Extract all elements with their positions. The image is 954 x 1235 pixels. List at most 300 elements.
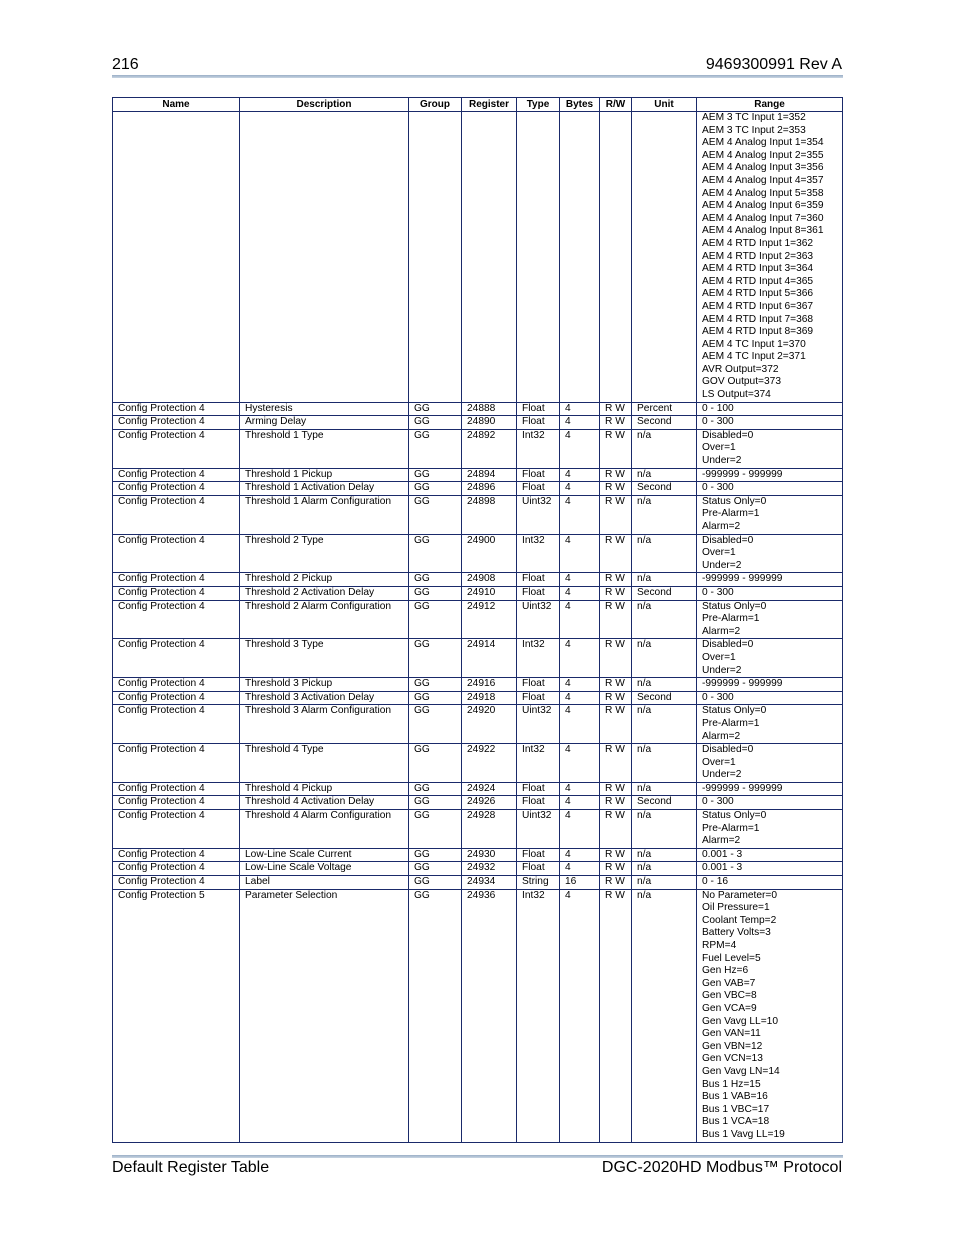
range-value: Over=1 [702,756,736,768]
cell-range [697,468,843,482]
cell-bytes: 4 [560,862,600,876]
range-value: Status Only=0 [702,495,767,507]
range-value: Over=1 [702,651,736,663]
cell-description: Arming Delay [240,416,409,430]
cell-range [697,796,843,810]
cell-type: String [517,876,560,890]
cell-type: Int32 [517,534,560,573]
cell-register: 24894 [462,468,517,482]
cell-name: Config Protection 4 [113,416,240,430]
cell-type: Float [517,586,560,600]
cell-range [697,889,843,1142]
column-header: Bytes [560,98,600,112]
cell-description: Threshold 2 Type [240,534,409,573]
table-row [113,586,843,600]
range-value: AEM 4 RTD Input 3=364 [702,263,814,275]
cell-rw: R W [600,495,632,534]
range-value: Over=1 [702,442,736,454]
range-value: AEM 4 RTD Input 8=369 [702,326,814,338]
range-value: AEM 4 RTD Input 7=368 [702,313,814,325]
cell-rw: R W [600,534,632,573]
cell-register: 24918 [462,691,517,705]
table-row [113,691,843,705]
cell-name: Config Protection 4 [113,600,240,639]
cell-description: Threshold 2 Activation Delay [240,586,409,600]
cell-description: Threshold 4 Type [240,744,409,783]
cell-rw: R W [600,482,632,496]
range-value: AEM 4 RTD Input 1=362 [702,237,814,249]
range-value: AEM 4 TC Input 2=371 [702,351,806,363]
range-value: Pre-Alarm=1 [702,822,760,834]
column-header: R/W [600,98,632,112]
range-value: 0 - 100 [702,402,734,414]
cell-unit: Second [632,416,697,430]
cell-unit: n/a [632,600,697,639]
cell-unit: n/a [632,889,697,1142]
cell-group: GG [409,810,462,849]
footer-section-title: Default Register Table [112,1159,270,1176]
table-body [113,112,843,1143]
range-value: AEM 4 RTD Input 2=363 [702,250,814,262]
cell-name: Config Protection 4 [113,691,240,705]
footer-document-title: DGC-2020HD Modbus™ Protocol [601,1159,842,1176]
cell-group [409,112,462,403]
table-row [113,848,843,862]
cell-description: Threshold 4 Activation Delay [240,796,409,810]
cell-rw: R W [600,705,632,744]
range-value: AVR Output=372 [702,363,779,375]
cell-unit: n/a [632,534,697,573]
cell-description: Threshold 3 Alarm Configuration [240,705,409,744]
cell-group: GG [409,744,462,783]
table-row [113,810,843,849]
range-value: AEM 4 Analog Input 1=354 [702,137,824,149]
table-row [113,402,843,416]
cell-rw: R W [600,600,632,639]
range-value: Gen VAN=11 [702,1028,761,1040]
cell-range [697,600,843,639]
cell-description: Threshold 2 Alarm Configuration [240,600,409,639]
range-value: RPM=4 [702,940,737,951]
range-value: Bus 1 Vavg LL=19 [702,1128,785,1140]
cell-rw: R W [600,876,632,890]
cell-range [697,876,843,890]
cell-register: 24930 [462,848,517,862]
range-value: AEM 4 Analog Input 2=355 [702,149,824,161]
range-value: Alarm=2 [702,625,741,637]
cell-unit: n/a [632,782,697,796]
range-value: Gen VCN=13 [702,1053,763,1065]
cell-bytes [560,112,600,403]
column-header: Unit [632,98,697,112]
table-row [113,429,843,468]
range-value: Under=2 [702,559,742,571]
cell-bytes: 4 [560,889,600,1142]
cell-group: GG [409,639,462,678]
range-value: Disabled=0 [702,744,754,756]
cell-unit: Percent [632,402,697,416]
cell-register: 24888 [462,402,517,416]
cell-name: Config Protection 4 [113,429,240,468]
cell-register: 24932 [462,862,517,876]
cell-unit: Second [632,586,697,600]
cell-description: Low-Line Scale Voltage [240,862,409,876]
cell-unit: n/a [632,848,697,862]
table-row [113,796,843,810]
cell-bytes: 4 [560,534,600,573]
cell-type: Float [517,782,560,796]
header-rule [112,75,843,78]
range-value: Bus 1 VBC=17 [702,1103,770,1115]
cell-type: Uint32 [517,600,560,639]
cell-unit: n/a [632,678,697,692]
cell-range [697,495,843,534]
cell-group: GG [409,796,462,810]
cell-register: 24900 [462,534,517,573]
cell-type: Uint32 [517,705,560,744]
cell-register: 24922 [462,744,517,783]
cell-type: Float [517,402,560,416]
cell-type: Float [517,862,560,876]
cell-range [697,691,843,705]
cell-range [697,862,843,876]
cell-type: Float [517,678,560,692]
cell-rw: R W [600,889,632,1142]
cell-register: 24916 [462,678,517,692]
cell-group: GG [409,691,462,705]
cell-group: GG [409,573,462,587]
cell-unit: n/a [632,495,697,534]
cell-type: Float [517,691,560,705]
range-value: Bus 1 VCA=18 [702,1116,770,1128]
range-value: -999999 - 999999 [702,678,783,690]
cell-type: Int32 [517,889,560,1142]
table-row [113,495,843,534]
cell-register: 24890 [462,416,517,430]
table-row [113,482,843,496]
range-value: Oil Pressure=1 [702,902,770,914]
table-row [113,534,843,573]
table-row [113,112,843,403]
cell-register: 24934 [462,876,517,890]
cell-name: Config Protection 4 [113,573,240,587]
range-value: Pre-Alarm=1 [702,717,760,729]
table-row [113,678,843,692]
cell-bytes: 4 [560,678,600,692]
cell-unit: n/a [632,744,697,783]
cell-rw: R W [600,848,632,862]
cell-register: 24910 [462,586,517,600]
cell-description: Low-Line Scale Current [240,848,409,862]
cell-register: 24926 [462,796,517,810]
range-value: 0 - 16 [702,876,729,888]
cell-range [697,848,843,862]
cell-range [697,782,843,796]
table-row [113,876,843,890]
cell-unit: n/a [632,862,697,876]
range-value: Gen VCA=9 [702,1002,757,1014]
cell-name: Config Protection 4 [113,862,240,876]
cell-rw: R W [600,429,632,468]
cell-name: Config Protection 4 [113,782,240,796]
cell-unit: n/a [632,876,697,890]
cell-rw: R W [600,782,632,796]
cell-description: Threshold 1 Pickup [240,468,409,482]
cell-bytes: 4 [560,586,600,600]
cell-unit: Second [632,482,697,496]
footer-rule [112,1155,843,1158]
table-row [113,600,843,639]
range-value: Battery Volts=3 [702,927,771,939]
range-value: LS Output=374 [702,389,771,401]
range-value: 0 - 300 [702,796,734,808]
cell-description: Threshold 4 Pickup [240,782,409,796]
cell-range [697,586,843,600]
range-value: 0 - 300 [702,586,734,598]
range-value: Fuel Level=5 [702,952,761,964]
range-value: Under=2 [702,455,742,467]
cell-range [697,678,843,692]
cell-type: Int32 [517,429,560,468]
cell-rw: R W [600,416,632,430]
table-row [113,705,843,744]
cell-range [697,705,843,744]
column-header: Type [517,98,560,112]
range-value: Bus 1 Hz=15 [702,1078,761,1090]
cell-unit: n/a [632,429,697,468]
cell-name: Config Protection 4 [113,534,240,573]
range-value: Under=2 [702,769,742,781]
cell-register: 24912 [462,600,517,639]
cell-group: GG [409,889,462,1142]
cell-group: GG [409,862,462,876]
range-value: Gen Hz=6 [702,965,749,977]
column-header: Range [697,98,843,112]
range-value: 0 - 300 [702,482,734,494]
range-value: -999999 - 999999 [702,573,783,585]
range-value: Status Only=0 [702,705,767,717]
range-value: AEM 4 Analog Input 5=358 [702,187,824,199]
column-header: Name [113,98,240,112]
range-value: AEM 3 TC Input 2=353 [702,124,806,136]
cell-rw: R W [600,862,632,876]
cell-description: Parameter Selection [240,889,409,1142]
cell-unit: n/a [632,705,697,744]
cell-name: Config Protection 5 [113,889,240,1142]
cell-type: Float [517,848,560,862]
cell-name: Config Protection 4 [113,495,240,534]
cell-description: Threshold 1 Alarm Configuration [240,495,409,534]
cell-bytes: 4 [560,705,600,744]
cell-bytes: 4 [560,691,600,705]
cell-bytes: 4 [560,782,600,796]
cell-register: 24924 [462,782,517,796]
cell-bytes: 4 [560,848,600,862]
cell-unit: Second [632,796,697,810]
cell-register: 24892 [462,429,517,468]
range-value: Disabled=0 [702,639,754,651]
table-row [113,744,843,783]
cell-unit [632,112,697,403]
cell-name: Config Protection 4 [113,586,240,600]
cell-bytes: 4 [560,468,600,482]
cell-unit: n/a [632,810,697,849]
cell-range [697,573,843,587]
cell-rw: R W [600,796,632,810]
range-value: AEM 4 Analog Input 7=360 [702,212,824,224]
cell-type: Float [517,573,560,587]
cell-rw: R W [600,639,632,678]
cell-group: GG [409,468,462,482]
cell-bytes: 4 [560,573,600,587]
cell-description: Threshold 2 Pickup [240,573,409,587]
cell-range [697,534,843,573]
page-header [112,56,842,76]
cell-bytes: 4 [560,600,600,639]
cell-type: Int32 [517,639,560,678]
cell-group: GG [409,600,462,639]
cell-name: Config Protection 4 [113,744,240,783]
cell-register: 24908 [462,573,517,587]
cell-bytes: 4 [560,796,600,810]
table-row [113,639,843,678]
cell-range [697,416,843,430]
cell-group: GG [409,876,462,890]
range-value: Alarm=2 [702,521,741,532]
register-table [112,97,843,1143]
range-value: Status Only=0 [702,810,767,822]
range-value: -999999 - 999999 [702,468,783,480]
range-value: Over=1 [702,547,736,559]
cell-bytes: 4 [560,810,600,849]
cell-group: GG [409,429,462,468]
cell-name: Config Protection 4 [113,705,240,744]
cell-rw: R W [600,468,632,482]
cell-name [113,112,240,403]
cell-name: Config Protection 4 [113,876,240,890]
cell-unit: Second [632,691,697,705]
range-value: Pre-Alarm=1 [702,508,760,520]
range-value: 0.001 - 3 [702,862,743,874]
cell-name: Config Protection 4 [113,810,240,849]
range-value: Under=2 [702,664,742,676]
cell-rw: R W [600,402,632,416]
cell-name: Config Protection 4 [113,678,240,692]
cell-range [697,482,843,496]
cell-description: Threshold 3 Pickup [240,678,409,692]
range-value: AEM 3 TC Input 1=352 [702,112,806,123]
range-value: Bus 1 VAB=16 [702,1091,768,1103]
range-value: AEM 4 Analog Input 8=361 [702,225,824,237]
cell-rw: R W [600,744,632,783]
range-value: Coolant Temp=2 [702,914,777,926]
cell-name: Config Protection 4 [113,796,240,810]
cell-rw: R W [600,691,632,705]
range-value: Disabled=0 [702,429,754,441]
cell-register: 24898 [462,495,517,534]
range-value: AEM 4 TC Input 1=370 [702,338,806,350]
range-value: Gen Vavg LL=10 [702,1015,778,1027]
range-value: 0 - 300 [702,691,734,703]
column-header: Register [462,98,517,112]
cell-type: Uint32 [517,810,560,849]
cell-description: Threshold 3 Type [240,639,409,678]
cell-range [697,810,843,849]
cell-description [240,112,409,403]
range-value: Gen VBC=8 [702,990,757,1002]
cell-description: Hysteresis [240,402,409,416]
cell-group: GG [409,705,462,744]
range-value: Status Only=0 [702,600,767,612]
cell-description: Threshold 4 Alarm Configuration [240,810,409,849]
cell-register: 24914 [462,639,517,678]
column-header: Group [409,98,462,112]
cell-bytes: 4 [560,744,600,783]
cell-type: Float [517,796,560,810]
cell-description: Label [240,876,409,890]
cell-range [697,429,843,468]
cell-range [697,639,843,678]
cell-range [697,744,843,783]
range-value: Gen Vavg LN=14 [702,1065,780,1077]
table-row [113,862,843,876]
cell-rw: R W [600,810,632,849]
range-value: AEM 4 RTD Input 4=365 [702,275,814,287]
cell-bytes: 4 [560,416,600,430]
range-value: Alarm=2 [702,730,741,742]
cell-group: GG [409,678,462,692]
cell-rw: R W [600,586,632,600]
range-value: AEM 4 RTD Input 6=367 [702,300,814,312]
cell-description: Threshold 1 Type [240,429,409,468]
cell-description: Threshold 3 Activation Delay [240,691,409,705]
cell-group: GG [409,586,462,600]
cell-group: GG [409,782,462,796]
cell-unit: n/a [632,639,697,678]
cell-group: GG [409,495,462,534]
cell-group: GG [409,416,462,430]
cell-rw [600,112,632,403]
page-number: 216 [112,56,139,73]
cell-unit: n/a [632,573,697,587]
cell-register: 24936 [462,889,517,1142]
cell-range [697,402,843,416]
cell-group: GG [409,534,462,573]
cell-unit: n/a [632,468,697,482]
range-value: Alarm=2 [702,835,741,847]
cell-name: Config Protection 4 [113,639,240,678]
range-value: Disabled=0 [702,534,754,546]
cell-bytes: 4 [560,495,600,534]
cell-group: GG [409,848,462,862]
document-number: 9469300991 Rev A [705,56,842,73]
cell-bytes: 16 [560,876,600,890]
cell-rw: R W [600,573,632,587]
cell-type: Int32 [517,744,560,783]
cell-register [462,112,517,403]
cell-group: GG [409,402,462,416]
table-header-row [113,98,843,112]
page-footer [112,1159,842,1179]
cell-range [697,112,843,403]
range-value: 0.001 - 3 [702,848,743,860]
column-header: Description [240,98,409,112]
cell-name: Config Protection 4 [113,848,240,862]
cell-name: Config Protection 4 [113,402,240,416]
cell-bytes: 4 [560,402,600,416]
cell-type: Float [517,468,560,482]
cell-name: Config Protection 4 [113,482,240,496]
